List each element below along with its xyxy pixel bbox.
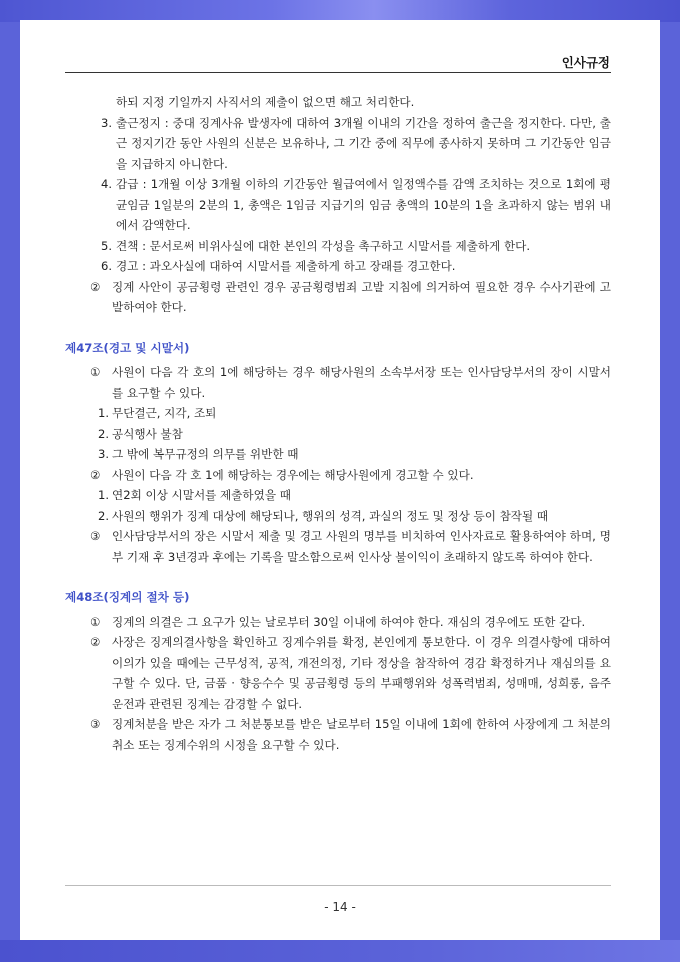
- paragraph-continuation: [65, 92, 611, 113]
- numbered-item: [65, 113, 611, 175]
- item-text: 사원의 행위가 징계 대상에 해당되나, 행위의 성격, 과실의 정도 및 정상 등이 참작될 때: [112, 508, 549, 523]
- clause-item: [65, 612, 611, 633]
- clause-item: [65, 465, 611, 486]
- item-text: 징계처분을 받은 자가 그 처분통보를 받은 날로부터 15일 이내에 1회에 한하여 사장에게 그 처분의 취소 또는 징계수위의 시정을 요구할 수 있다.: [112, 717, 611, 752]
- item-marker: 1.: [98, 488, 110, 502]
- section-gap: [65, 567, 611, 587]
- item-marker: ①: [90, 614, 101, 629]
- subclause-item: [65, 403, 611, 424]
- clause-item: [65, 714, 611, 755]
- item-marker: 4.: [101, 177, 113, 191]
- item-marker: 3.: [98, 447, 110, 461]
- item-text: 사원이 다음 각 호 1에 해당하는 경우에는 해당사원에게 경고할 수 있다.: [112, 467, 474, 482]
- item-marker: ①: [90, 365, 101, 379]
- item-text: 사장은 징계의결사항을 확인하고 징계수위를 확정, 본인에게 통보한다. 이 경우 의결사항에 대하여 이의가 있을 때에는 근무성적, 공적, 개전의정, 기타 정상을 참작하여 경감 확정하거나 재심의를 요구할 수 있다. 단, 금품 · 향응수수 및 공금횡령 등의 부패행위와 성폭력범죄, 성매매, 성희롱, 음주운전과 관련된 징계는 감경할 수 없다.: [112, 635, 611, 711]
- subclause-item: [65, 424, 611, 445]
- article-heading: 제48조(징계의 절차 등): [65, 590, 190, 604]
- clause-item: [65, 362, 611, 403]
- subclause-item: [65, 506, 611, 527]
- item-marker: ③: [90, 529, 101, 543]
- section-gap: [65, 318, 611, 338]
- item-text: 하되 지정 기일까지 사직서의 제출이 없으면 해고 처리한다.: [116, 95, 415, 109]
- item-marker: ②: [90, 467, 101, 482]
- item-marker: 1.: [98, 406, 110, 420]
- item-marker: ③: [90, 717, 101, 731]
- item-marker: ②: [90, 635, 101, 649]
- document-body: [65, 92, 611, 755]
- clause-item: [65, 277, 611, 318]
- item-text: 감급 : 1개월 이상 3개월 이하의 기간동안 월급여에서 일정액수를 감액 조치하는 것으로 1회에 평균임금 1일분의 2분의 1, 총액은 1임금 지급기의 임금 총액의 10분의 1을 초과하지 않는 범위 내에서 감액한다.: [116, 177, 611, 232]
- item-text: 징계의 의결은 그 요구가 있는 날로부터 30일 이내에 하여야 한다. 재심의 경우에도 또한 같다.: [112, 614, 586, 629]
- item-marker: 6.: [101, 259, 113, 273]
- item-marker: 2.: [98, 508, 110, 523]
- document-page: [20, 20, 660, 940]
- article-heading: 제47조(경고 및 시말서): [65, 340, 190, 355]
- item-text: 그 밖에 복무규정의 의무를 위반한 때: [112, 447, 299, 461]
- footer-divider: [65, 885, 611, 886]
- page-number: - 14 -: [324, 900, 356, 914]
- item-marker: ②: [90, 279, 101, 294]
- item-text: 징계 사안이 공금횡령 관련인 경우 공금횡령범죄 고발 지침에 의거하여 필요한 경우 수사기관에 고발하여야 한다.: [112, 279, 611, 314]
- item-marker: 2.: [98, 426, 110, 441]
- subclause-item: [65, 485, 611, 506]
- item-text: 인사담당부서의 장은 시말서 제출 및 경고 사원의 명부를 비치하여 인사자료로 활용하여야 하며, 명부 기재 후 3년경과 후에는 기록을 말소함으로써 인사상 불이익이 초래하지 않도록 하여야 한다.: [112, 529, 611, 564]
- item-marker: 5.: [101, 238, 113, 253]
- subclause-item: [65, 444, 611, 465]
- clause-item: [65, 526, 611, 567]
- item-text: 출근정지 : 중대 징계사유 발생자에 대하여 3개월 이내의 기간을 정하여 출근을 정지한다. 다만, 출근 정지기간 동안 사원의 신분은 보유하나, 그 기간 중에 직무에 종사하지 못하며 그 기간동안 임금을 지급하지 아니한다.: [116, 115, 611, 171]
- item-text: 무단결근, 지각, 조퇴: [112, 406, 217, 420]
- numbered-item: [65, 256, 611, 277]
- item-text: 사원이 다음 각 호의 1에 해당하는 경우 해당사원의 소속부서장 또는 인사담당부서의 장이 시말서를 요구할 수 있다.: [112, 365, 611, 400]
- document-title: 인사규정: [561, 55, 610, 70]
- clause-item: [65, 632, 611, 714]
- item-text: 연2회 이상 시말서를 제출하였을 때: [112, 488, 291, 502]
- numbered-item: [65, 236, 611, 257]
- item-text: 경고 : 과오사실에 대하여 시말서를 제출하게 하고 장래를 경고한다.: [116, 259, 456, 273]
- item-text: 공식행사 불참: [112, 426, 183, 441]
- numbered-item: [65, 174, 611, 236]
- top-band: [0, 0, 680, 22]
- item-marker: 3.: [101, 115, 113, 130]
- header-divider: [65, 72, 611, 73]
- bottom-band: [0, 940, 680, 962]
- item-text: 견책 : 문서로써 비위사실에 대한 본인의 각성을 촉구하고 시말서를 제출하게 한다.: [116, 238, 531, 253]
